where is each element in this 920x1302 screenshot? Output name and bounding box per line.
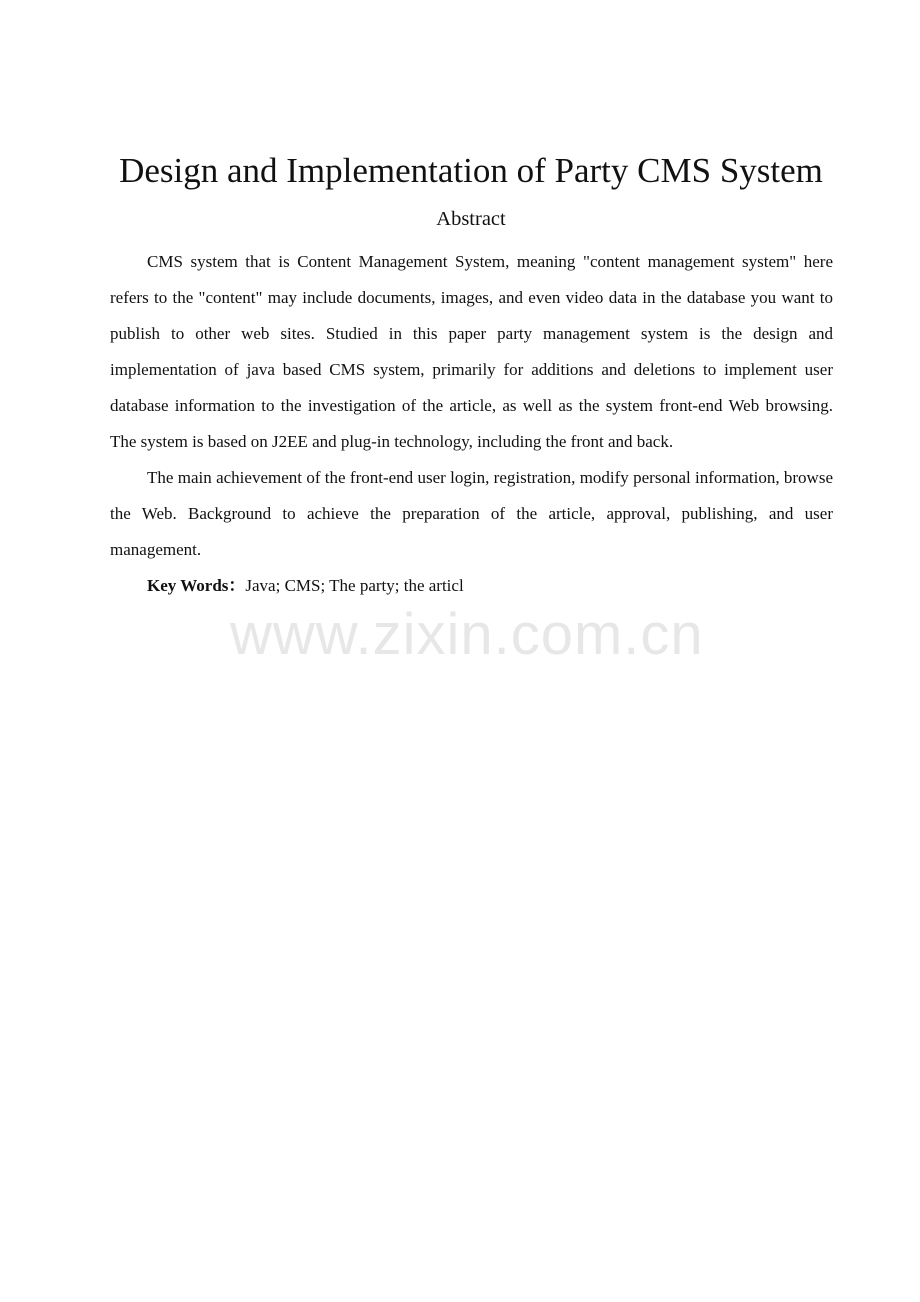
keywords-label: Key Words： <box>147 576 246 595</box>
abstract-paragraph-2: The main achievement of the front-end user login, registration, modify personal information, browse the Web. Background to achieve the preparation of the article, approval, publishing, and user management. <box>110 468 833 559</box>
abstract-body <box>110 244 833 604</box>
keywords-value: Java; CMS; The party; the articl <box>245 576 464 595</box>
watermark-text: www.zixin.com.cn <box>230 602 704 667</box>
keywords-line <box>110 568 833 604</box>
paper-title: Design and Implementation of Party CMS System <box>119 151 823 190</box>
abstract-heading: Abstract <box>436 208 506 230</box>
abstract-paragraph-1: CMS system that is Content Management System, meaning "content management system" here refers to the "content" may include documents, images, and even video data in the database you want to publish to other web sites. Studied in this paper party management system is the design and implementation of java based CMS system, primarily for additions and deletions to implement user database information to the investigation of the article, as well as the system front-end Web browsing. The system is based on J2EE and plug-in technology, including the front and back. <box>110 252 833 451</box>
